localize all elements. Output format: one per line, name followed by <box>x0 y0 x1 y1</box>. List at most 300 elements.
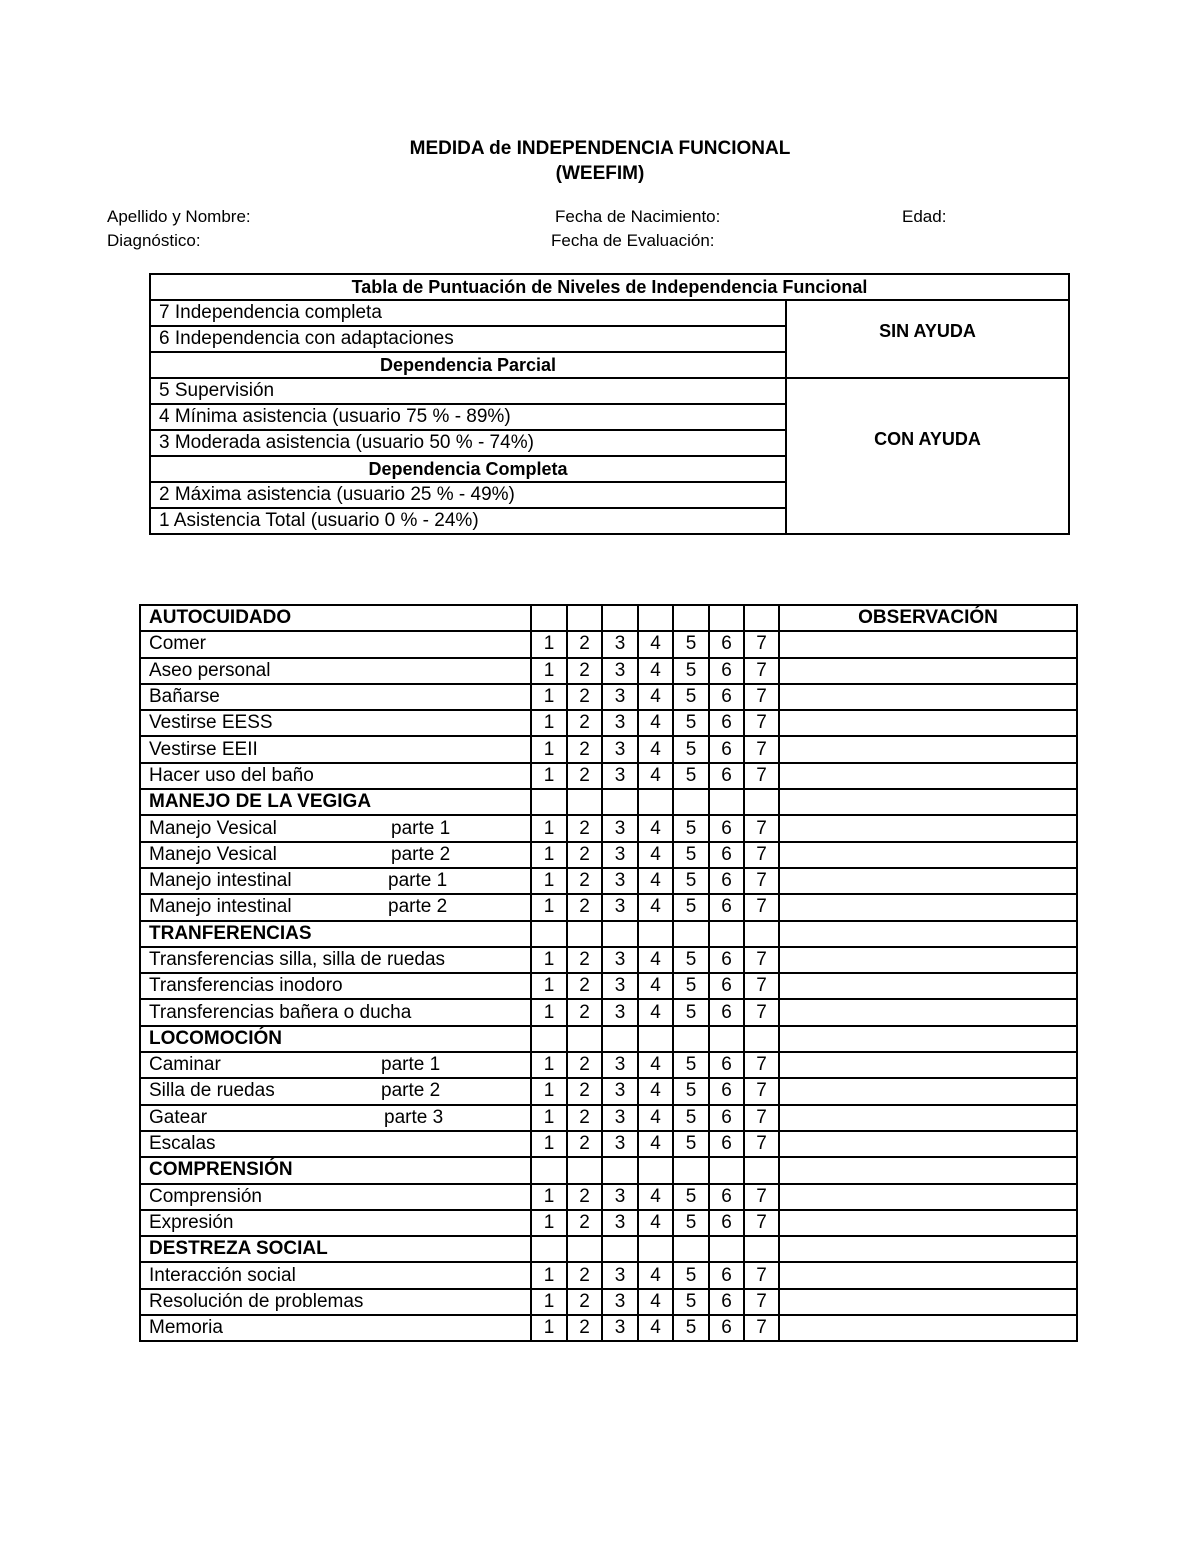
score-option-2[interactable]: 2 <box>567 1315 602 1341</box>
empty-score-cell <box>602 789 638 815</box>
score-option-1[interactable]: 1 <box>531 842 567 868</box>
score-option-6[interactable]: 6 <box>709 815 744 841</box>
empty-score-cell <box>673 1157 709 1183</box>
score-option-7[interactable]: 7 <box>744 1184 779 1210</box>
score-option-7[interactable]: 7 <box>744 1315 779 1341</box>
score-option-7[interactable]: 7 <box>744 1078 779 1104</box>
observation-cell[interactable] <box>779 842 1077 868</box>
score-option-1[interactable]: 1 <box>531 710 567 736</box>
empty-score-cell <box>602 1157 638 1183</box>
item-escalas <box>140 1131 531 1157</box>
score-option-4[interactable]: 4 <box>638 1289 673 1315</box>
empty-score-cell <box>531 921 567 947</box>
item-trans_banera <box>140 999 531 1025</box>
score-option-3[interactable]: 3 <box>602 1289 638 1315</box>
score-option-3[interactable]: 3 <box>602 710 638 736</box>
empty-score-cell <box>673 921 709 947</box>
score-option-7[interactable]: 7 <box>744 710 779 736</box>
score-option-4[interactable]: 4 <box>638 1184 673 1210</box>
score-option-1[interactable]: 1 <box>531 736 567 762</box>
empty-score-cell <box>602 605 638 631</box>
section-row <box>140 921 1077 947</box>
item-row <box>140 631 1077 657</box>
score-option-3[interactable]: 3 <box>602 1105 638 1131</box>
score-option-6[interactable]: 6 <box>709 763 744 789</box>
score-option-1[interactable]: 1 <box>531 1105 567 1131</box>
score-option-5[interactable]: 5 <box>673 1210 709 1236</box>
score-option-4[interactable]: 4 <box>638 1210 673 1236</box>
diagnosis-field-label: Diagnóstico: <box>107 231 201 250</box>
score-option-7[interactable]: 7 <box>744 658 779 684</box>
item-part-label: parte 1 <box>391 817 451 839</box>
observation-cell <box>779 789 1077 815</box>
score-option-3[interactable]: 3 <box>602 1210 638 1236</box>
score-option-4[interactable]: 4 <box>638 763 673 789</box>
score-option-5[interactable]: 5 <box>673 1262 709 1288</box>
score-option-3[interactable]: 3 <box>602 1184 638 1210</box>
score-option-6[interactable]: 6 <box>709 1289 744 1315</box>
score-option-2[interactable]: 2 <box>567 658 602 684</box>
score-option-1[interactable]: 1 <box>531 947 567 973</box>
empty-score-cell <box>638 1157 673 1183</box>
empty-score-cell <box>744 605 779 631</box>
item-row <box>140 894 1077 920</box>
item-part-label: parte 1 <box>388 870 448 892</box>
section-row <box>140 1236 1077 1262</box>
empty-score-cell <box>709 1157 744 1183</box>
item-comprension <box>140 1184 531 1210</box>
observation-cell <box>779 1236 1077 1262</box>
empty-score-cell <box>567 789 602 815</box>
score-option-5[interactable]: 5 <box>673 631 709 657</box>
empty-score-cell <box>709 1026 744 1052</box>
score-option-2[interactable]: 2 <box>567 710 602 736</box>
score-option-4[interactable]: 4 <box>638 999 673 1025</box>
score-option-6[interactable]: 6 <box>709 1184 744 1210</box>
score-option-1[interactable]: 1 <box>531 763 567 789</box>
score-option-2[interactable]: 2 <box>567 1262 602 1288</box>
score-option-3[interactable]: 3 <box>602 868 638 894</box>
item-vesical2 <box>140 842 531 868</box>
score-option-3[interactable]: 3 <box>602 1078 638 1104</box>
empty-score-cell <box>531 605 567 631</box>
empty-score-cell <box>638 921 673 947</box>
score-option-2[interactable]: 2 <box>567 684 602 710</box>
item-row <box>140 1131 1077 1157</box>
score-option-4[interactable]: 4 <box>638 684 673 710</box>
score-option-5[interactable]: 5 <box>673 1289 709 1315</box>
item-aseo <box>140 658 531 684</box>
item-trans_inodoro <box>140 973 531 999</box>
score-option-7[interactable]: 7 <box>744 1262 779 1288</box>
score-option-2[interactable]: 2 <box>567 736 602 762</box>
section-destreza: DESTREZA SOCIAL <box>140 1236 531 1262</box>
item-vestirse_eess <box>140 710 531 736</box>
score-option-6[interactable]: 6 <box>709 947 744 973</box>
score-option-3[interactable]: 3 <box>602 999 638 1025</box>
score-option-6[interactable]: 6 <box>709 710 744 736</box>
score-option-1[interactable]: 1 <box>531 1131 567 1157</box>
observation-cell[interactable] <box>779 1262 1077 1288</box>
observation-cell[interactable] <box>779 1105 1077 1131</box>
section-row <box>140 1157 1077 1183</box>
complete-dependence-header: Dependencia Completa <box>150 456 786 482</box>
score-option-5[interactable]: 5 <box>673 947 709 973</box>
item-part-label: parte 2 <box>381 1080 441 1102</box>
score-option-6[interactable]: 6 <box>709 1210 744 1236</box>
score-option-5[interactable]: 5 <box>673 710 709 736</box>
item-row <box>140 973 1077 999</box>
section-row <box>140 605 1077 631</box>
score-option-4[interactable]: 4 <box>638 1131 673 1157</box>
empty-score-cell <box>638 1026 673 1052</box>
score-option-4[interactable]: 4 <box>638 710 673 736</box>
score-option-2[interactable]: 2 <box>567 631 602 657</box>
observation-cell[interactable] <box>779 1289 1077 1315</box>
score-option-3[interactable]: 3 <box>602 1131 638 1157</box>
item-label: Hacer uso del baño <box>149 764 314 786</box>
score-option-2[interactable]: 2 <box>567 894 602 920</box>
score-option-5[interactable]: 5 <box>673 973 709 999</box>
score-option-7[interactable]: 7 <box>744 999 779 1025</box>
item-expresion <box>140 1210 531 1236</box>
observation-cell[interactable] <box>779 1184 1077 1210</box>
level-5: 5 Supervisión <box>150 378 786 404</box>
item-row <box>140 1315 1077 1341</box>
item-label: Transferencias inodoro <box>149 975 343 997</box>
item-row <box>140 1262 1077 1288</box>
level-7: 7 Independencia completa <box>150 300 786 326</box>
score-option-2[interactable]: 2 <box>567 947 602 973</box>
item-part-label: parte 1 <box>381 1054 441 1076</box>
item-row <box>140 1289 1077 1315</box>
item-label: Comer <box>149 633 207 655</box>
score-option-4[interactable]: 4 <box>638 894 673 920</box>
score-option-7[interactable]: 7 <box>744 973 779 999</box>
score-option-4[interactable]: 4 <box>638 1315 673 1341</box>
birth-date-field-label: Fecha de Nacimiento: <box>555 207 721 226</box>
score-option-2[interactable]: 2 <box>567 973 602 999</box>
item-label: Bañarse <box>149 686 220 708</box>
levels-table-header: Tabla de Puntuación de Niveles de Independencia Funcional <box>150 274 1069 300</box>
score-option-2[interactable]: 2 <box>567 1184 602 1210</box>
score-option-4[interactable]: 4 <box>638 658 673 684</box>
item-label: Gatear <box>149 1106 208 1128</box>
item-label: Aseo personal <box>149 659 271 681</box>
item-row <box>140 658 1077 684</box>
item-vestirse_eeii <box>140 736 531 762</box>
item-trans_silla <box>140 947 531 973</box>
item-row <box>140 684 1077 710</box>
score-option-5[interactable]: 5 <box>673 1052 709 1078</box>
score-option-4[interactable]: 4 <box>638 736 673 762</box>
score-option-7[interactable]: 7 <box>744 1289 779 1315</box>
empty-score-cell <box>673 789 709 815</box>
score-option-4[interactable]: 4 <box>638 1078 673 1104</box>
observation-cell[interactable] <box>779 631 1077 657</box>
empty-score-cell <box>744 921 779 947</box>
score-option-1[interactable]: 1 <box>531 1262 567 1288</box>
observation-cell[interactable] <box>779 947 1077 973</box>
observation-cell[interactable] <box>779 868 1077 894</box>
observation-cell <box>779 1157 1077 1183</box>
score-option-1[interactable]: 1 <box>531 868 567 894</box>
empty-score-cell <box>673 1236 709 1262</box>
score-option-1[interactable]: 1 <box>531 973 567 999</box>
empty-score-cell <box>638 1236 673 1262</box>
observation-cell[interactable] <box>779 710 1077 736</box>
score-option-2[interactable]: 2 <box>567 868 602 894</box>
item-label: Silla de ruedas <box>149 1080 275 1102</box>
item-row <box>140 1078 1077 1104</box>
score-option-2[interactable]: 2 <box>567 1210 602 1236</box>
observation-cell[interactable] <box>779 894 1077 920</box>
score-option-4[interactable]: 4 <box>638 631 673 657</box>
score-option-5[interactable]: 5 <box>673 842 709 868</box>
score-option-4[interactable]: 4 <box>638 947 673 973</box>
score-option-6[interactable]: 6 <box>709 842 744 868</box>
item-label: Resolución de problemas <box>149 1290 364 1312</box>
score-option-4[interactable]: 4 <box>638 815 673 841</box>
observation-cell[interactable] <box>779 973 1077 999</box>
score-option-7[interactable]: 7 <box>744 842 779 868</box>
empty-score-cell <box>744 789 779 815</box>
score-option-2[interactable]: 2 <box>567 763 602 789</box>
score-option-1[interactable]: 1 <box>531 1184 567 1210</box>
eval-date-field-label: Fecha de Evaluación: <box>551 231 715 250</box>
observation-cell[interactable] <box>779 763 1077 789</box>
observation-cell[interactable] <box>779 1315 1077 1341</box>
score-option-4[interactable]: 4 <box>638 1262 673 1288</box>
item-label: Transferencias bañera o ducha <box>149 1001 412 1023</box>
item-label: Vestirse EESS <box>149 712 273 734</box>
score-option-6[interactable]: 6 <box>709 736 744 762</box>
evaluation-table <box>139 604 1078 1342</box>
item-memoria <box>140 1315 531 1341</box>
score-option-4[interactable]: 4 <box>638 868 673 894</box>
score-option-4[interactable]: 4 <box>638 842 673 868</box>
item-interaccion <box>140 1262 531 1288</box>
item-intestinal2 <box>140 894 531 920</box>
score-option-7[interactable]: 7 <box>744 763 779 789</box>
score-option-7[interactable]: 7 <box>744 868 779 894</box>
score-option-5[interactable]: 5 <box>673 1184 709 1210</box>
score-option-3[interactable]: 3 <box>602 1315 638 1341</box>
sin-ayuda-label: SIN AYUDA <box>786 300 1069 378</box>
item-bano <box>140 763 531 789</box>
score-option-2[interactable]: 2 <box>567 1131 602 1157</box>
item-label: Memoria <box>149 1317 223 1339</box>
score-option-2[interactable]: 2 <box>567 1105 602 1131</box>
score-option-3[interactable]: 3 <box>602 947 638 973</box>
score-option-2[interactable]: 2 <box>567 1052 602 1078</box>
empty-score-cell <box>567 1026 602 1052</box>
score-option-3[interactable]: 3 <box>602 736 638 762</box>
item-row <box>140 1105 1077 1131</box>
item-silla_ruedas <box>140 1078 531 1104</box>
item-label: Comprensión <box>149 1185 262 1207</box>
item-label: Manejo intestinal <box>149 870 292 892</box>
item-label: Interacción social <box>149 1264 296 1286</box>
observation-cell <box>779 1026 1077 1052</box>
empty-score-cell <box>567 921 602 947</box>
document-subtitle: (WEEFIM) <box>555 163 645 184</box>
level-6: 6 Independencia con adaptaciones <box>150 326 786 352</box>
score-option-5[interactable]: 5 <box>673 999 709 1025</box>
section-autocuidado: AUTOCUIDADO <box>140 605 531 631</box>
score-option-5[interactable]: 5 <box>673 763 709 789</box>
item-row <box>140 1210 1077 1236</box>
item-row <box>140 999 1077 1025</box>
empty-score-cell <box>744 1157 779 1183</box>
score-option-3[interactable]: 3 <box>602 842 638 868</box>
score-option-5[interactable]: 5 <box>673 1105 709 1131</box>
score-option-1[interactable]: 1 <box>531 631 567 657</box>
score-option-3[interactable]: 3 <box>602 1052 638 1078</box>
score-option-1[interactable]: 1 <box>531 815 567 841</box>
score-option-1[interactable]: 1 <box>531 1289 567 1315</box>
observation-cell[interactable] <box>779 815 1077 841</box>
item-label: Manejo intestinal <box>149 896 292 918</box>
score-option-5[interactable]: 5 <box>673 658 709 684</box>
empty-score-cell <box>567 1157 602 1183</box>
score-option-3[interactable]: 3 <box>602 1262 638 1288</box>
section-locomocion: LOCOMOCIÓN <box>140 1026 531 1052</box>
item-part-label: parte 2 <box>391 843 451 865</box>
score-option-2[interactable]: 2 <box>567 815 602 841</box>
score-option-1[interactable]: 1 <box>531 894 567 920</box>
item-row <box>140 815 1077 841</box>
score-option-7[interactable]: 7 <box>744 631 779 657</box>
levels-table <box>149 273 1070 535</box>
score-option-6[interactable]: 6 <box>709 684 744 710</box>
score-option-6[interactable]: 6 <box>709 1105 744 1131</box>
score-option-3[interactable]: 3 <box>602 815 638 841</box>
score-option-2[interactable]: 2 <box>567 1078 602 1104</box>
score-option-5[interactable]: 5 <box>673 815 709 841</box>
name-field-label: Apellido y Nombre: <box>107 207 251 226</box>
level-4: 4 Mínima asistencia (usuario 75 % - 89%) <box>150 404 786 430</box>
score-option-7[interactable]: 7 <box>744 1105 779 1131</box>
empty-score-cell <box>744 1236 779 1262</box>
empty-score-cell <box>567 1236 602 1262</box>
observation-cell[interactable] <box>779 658 1077 684</box>
score-option-1[interactable]: 1 <box>531 999 567 1025</box>
observation-cell[interactable] <box>779 1131 1077 1157</box>
empty-score-cell <box>638 605 673 631</box>
section-row <box>140 789 1077 815</box>
observation-cell[interactable] <box>779 684 1077 710</box>
item-label: Manejo Vesical <box>149 843 277 865</box>
item-label: Manejo Vesical <box>149 817 277 839</box>
score-option-7[interactable]: 7 <box>744 1210 779 1236</box>
item-row <box>140 868 1077 894</box>
empty-score-cell <box>709 1236 744 1262</box>
score-option-4[interactable]: 4 <box>638 1105 673 1131</box>
score-option-5[interactable]: 5 <box>673 868 709 894</box>
observation-cell[interactable] <box>779 999 1077 1025</box>
score-option-5[interactable]: 5 <box>673 736 709 762</box>
observation-cell[interactable] <box>779 1210 1077 1236</box>
score-option-5[interactable]: 5 <box>673 1131 709 1157</box>
item-row <box>140 1052 1077 1078</box>
score-option-3[interactable]: 3 <box>602 763 638 789</box>
observation-cell[interactable] <box>779 1052 1077 1078</box>
empty-score-cell <box>531 1157 567 1183</box>
score-option-1[interactable]: 1 <box>531 1315 567 1341</box>
score-option-6[interactable]: 6 <box>709 973 744 999</box>
observation-cell[interactable] <box>779 736 1077 762</box>
score-option-7[interactable]: 7 <box>744 815 779 841</box>
score-option-6[interactable]: 6 <box>709 894 744 920</box>
empty-score-cell <box>638 789 673 815</box>
score-option-7[interactable]: 7 <box>744 894 779 920</box>
item-resolucion <box>140 1289 531 1315</box>
score-option-7[interactable]: 7 <box>744 684 779 710</box>
observation-cell[interactable] <box>779 1078 1077 1104</box>
score-option-3[interactable]: 3 <box>602 894 638 920</box>
score-option-5[interactable]: 5 <box>673 684 709 710</box>
score-option-5[interactable]: 5 <box>673 894 709 920</box>
score-option-1[interactable]: 1 <box>531 1078 567 1104</box>
observation-header: OBSERVACIÓN <box>779 605 1077 631</box>
score-option-3[interactable]: 3 <box>602 973 638 999</box>
score-option-4[interactable]: 4 <box>638 973 673 999</box>
score-option-6[interactable]: 6 <box>709 1262 744 1288</box>
item-row <box>140 842 1077 868</box>
score-option-1[interactable]: 1 <box>531 1052 567 1078</box>
score-option-6[interactable]: 6 <box>709 1131 744 1157</box>
score-option-3[interactable]: 3 <box>602 684 638 710</box>
score-option-7[interactable]: 7 <box>744 736 779 762</box>
score-option-5[interactable]: 5 <box>673 1078 709 1104</box>
score-option-1[interactable]: 1 <box>531 684 567 710</box>
item-caminar <box>140 1052 531 1078</box>
score-option-6[interactable]: 6 <box>709 658 744 684</box>
score-option-7[interactable]: 7 <box>744 1131 779 1157</box>
observation-cell <box>779 921 1077 947</box>
score-option-7[interactable]: 7 <box>744 947 779 973</box>
section-row <box>140 1026 1077 1052</box>
score-option-2[interactable]: 2 <box>567 842 602 868</box>
score-option-7[interactable]: 7 <box>744 1052 779 1078</box>
item-label: Vestirse EEII <box>149 738 258 760</box>
score-option-6[interactable]: 6 <box>709 999 744 1025</box>
score-option-3[interactable]: 3 <box>602 658 638 684</box>
item-row <box>140 710 1077 736</box>
empty-score-cell <box>744 1026 779 1052</box>
score-option-6[interactable]: 6 <box>709 1052 744 1078</box>
item-row <box>140 736 1077 762</box>
score-option-6[interactable]: 6 <box>709 631 744 657</box>
empty-score-cell <box>602 921 638 947</box>
score-option-6[interactable]: 6 <box>709 1315 744 1341</box>
score-option-6[interactable]: 6 <box>709 1078 744 1104</box>
item-label: Transferencias silla, silla de ruedas <box>149 949 446 970</box>
empty-score-cell <box>673 605 709 631</box>
score-option-2[interactable]: 2 <box>567 999 602 1025</box>
score-option-1[interactable]: 1 <box>531 1210 567 1236</box>
score-option-5[interactable]: 5 <box>673 1315 709 1341</box>
item-vesical1 <box>140 815 531 841</box>
item-gatear <box>140 1105 531 1131</box>
score-option-4[interactable]: 4 <box>638 1052 673 1078</box>
score-option-1[interactable]: 1 <box>531 658 567 684</box>
score-option-3[interactable]: 3 <box>602 631 638 657</box>
score-option-2[interactable]: 2 <box>567 1289 602 1315</box>
score-option-6[interactable]: 6 <box>709 868 744 894</box>
empty-score-cell <box>531 1026 567 1052</box>
